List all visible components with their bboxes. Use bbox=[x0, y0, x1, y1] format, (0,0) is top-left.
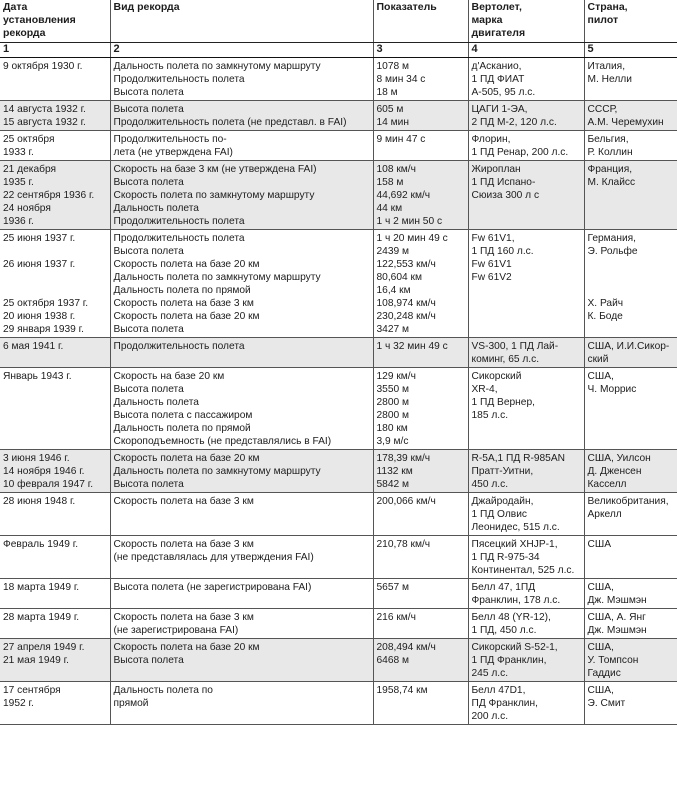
cell-line: Континентал, 525 л.с. bbox=[471, 565, 575, 576]
cell-helicopter-engine bbox=[468, 58, 584, 101]
cell-line bbox=[588, 258, 676, 271]
cell-line: Продолжительность полета bbox=[113, 341, 245, 352]
cell-helicopter-engine bbox=[468, 493, 584, 536]
cell-date bbox=[0, 101, 110, 131]
cell-line: Высота полета (не зарегистрирована FAI) bbox=[113, 582, 312, 593]
cell-line: Высота полета bbox=[113, 87, 184, 98]
cell-line: Германия, bbox=[587, 233, 636, 244]
cell-line: Продолжительность полета bbox=[113, 233, 245, 244]
cell-line: Скорость полета на базе 20 км bbox=[113, 453, 260, 464]
cell-line: 1933 г. bbox=[3, 147, 34, 158]
cell-line: Скорость полета на базе 3 км bbox=[113, 496, 254, 507]
cell-line: 25 июня 1937 г. bbox=[3, 233, 76, 244]
cell-line: 208,494 км/ч bbox=[376, 642, 436, 653]
cell-line: 21 мая 1949 г. bbox=[3, 655, 69, 666]
cell-line: прямой bbox=[113, 698, 149, 709]
header-text: Вертолет, bbox=[471, 1, 522, 13]
cell-date bbox=[0, 536, 110, 579]
cell-line: 180 км bbox=[376, 423, 408, 434]
cell-line: 1 ч 2 мин 50 с bbox=[376, 216, 443, 227]
cell-line: 3550 м bbox=[376, 384, 409, 395]
cell-line: 1935 г. bbox=[3, 177, 34, 188]
cell-line: Высота полета bbox=[113, 655, 184, 666]
cell-record-type bbox=[110, 639, 373, 682]
cell-record-type bbox=[110, 101, 373, 131]
cell-date bbox=[0, 682, 110, 725]
cell-line: Франция, bbox=[587, 164, 633, 175]
cell-line: Высота полета bbox=[113, 479, 184, 490]
table-header bbox=[0, 0, 677, 58]
cell-line: К. Боде bbox=[587, 311, 623, 322]
cell-record-type bbox=[110, 338, 373, 368]
cell-line: 178,39 км/ч bbox=[376, 453, 431, 464]
cell-line: Дальность полета по замкнутому маршруту bbox=[113, 272, 321, 283]
header-date bbox=[0, 0, 110, 43]
cell-line: А.М. Черемухин bbox=[587, 117, 664, 128]
cell-line: США, bbox=[587, 685, 614, 696]
cell-line: 21 декабря bbox=[3, 164, 57, 175]
cell-country-pilot bbox=[584, 368, 677, 450]
cell-line: Джайродайн, bbox=[471, 496, 534, 507]
cell-line: Сюиза 300 л с bbox=[471, 190, 540, 201]
cell-country-pilot bbox=[584, 58, 677, 101]
cell-line: Дальность полета по замкнутому маршруту bbox=[113, 466, 321, 477]
cell-line: Белл 47D1, bbox=[471, 685, 526, 696]
cell-line: Высота полета bbox=[113, 104, 184, 115]
cell-line: 20 июня 1938 г. bbox=[3, 311, 76, 322]
cell-helicopter-engine bbox=[468, 450, 584, 493]
cell-line: Скорость полета на базе 20 км bbox=[113, 642, 260, 653]
cell-helicopter-engine bbox=[468, 368, 584, 450]
column-number: 2 bbox=[110, 43, 373, 58]
cell-date bbox=[0, 161, 110, 230]
cell-line bbox=[3, 284, 108, 297]
cell-line: Дальность полета bbox=[113, 203, 199, 214]
cell-line: Продолжительность полета bbox=[113, 74, 245, 85]
cell-helicopter-engine bbox=[468, 682, 584, 725]
cell-line: 29 января 1939 г. bbox=[3, 324, 84, 335]
cell-helicopter-engine bbox=[468, 230, 584, 338]
cell-record-type bbox=[110, 230, 373, 338]
cell-record-type bbox=[110, 368, 373, 450]
cell-helicopter-engine bbox=[468, 609, 584, 639]
table-row bbox=[0, 609, 677, 639]
table-row bbox=[0, 58, 677, 101]
cell-value bbox=[373, 579, 468, 609]
cell-line: Скорость полета на базе 3 км bbox=[113, 612, 254, 623]
table-row bbox=[0, 579, 677, 609]
cell-line: 185 л.с. bbox=[471, 410, 509, 421]
cell-country-pilot bbox=[584, 338, 677, 368]
table-row bbox=[0, 131, 677, 161]
cell-line: Леонидес, 515 л.с. bbox=[471, 522, 560, 533]
cell-line: 15 августа 1932 г. bbox=[3, 117, 86, 128]
header-text: марка bbox=[471, 14, 503, 26]
cell-line: США, bbox=[587, 371, 614, 382]
cell-line: 3427 м bbox=[376, 324, 409, 335]
cell-country-pilot bbox=[584, 131, 677, 161]
header-value bbox=[373, 0, 468, 43]
cell-line: Продолжительность по- bbox=[113, 134, 227, 145]
column-number: 3 bbox=[373, 43, 468, 58]
cell-line: Дальность полета bbox=[113, 397, 199, 408]
cell-line: 1078 м bbox=[376, 61, 409, 72]
cell-country-pilot bbox=[584, 493, 677, 536]
cell-line: 210,78 км/ч bbox=[376, 539, 431, 550]
cell-line: 605 м bbox=[376, 104, 404, 115]
cell-line: (не зарегистрирована FAI) bbox=[113, 625, 239, 636]
cell-line: 1 ПД Ренар, 200 л.с. bbox=[471, 147, 569, 158]
cell-line: Великобритания, bbox=[587, 496, 669, 507]
cell-line: 450 л.с. bbox=[471, 479, 509, 490]
cell-line: Флорин, bbox=[471, 134, 511, 145]
cell-line: 1 ПД, 450 л.с. bbox=[471, 625, 537, 636]
cell-date bbox=[0, 493, 110, 536]
cell-line: 26 июня 1937 г. bbox=[3, 259, 76, 270]
cell-line: Сикорский S-52-1, bbox=[471, 642, 558, 653]
header-text: рекорда bbox=[3, 27, 46, 39]
cell-helicopter-engine bbox=[468, 131, 584, 161]
cell-line: 24 ноября bbox=[3, 203, 51, 214]
cell-record-type bbox=[110, 682, 373, 725]
header-text: Дата bbox=[3, 1, 28, 13]
cell-line: Продолжительность полета (не представл. в FAI) bbox=[113, 117, 347, 128]
cell-line: 1952 г. bbox=[3, 698, 34, 709]
cell-record-type bbox=[110, 579, 373, 609]
column-number: 5 bbox=[584, 43, 677, 58]
cell-line: Э. Смит bbox=[587, 698, 626, 709]
cell-date bbox=[0, 131, 110, 161]
cell-line: 1 ПД Олвис bbox=[471, 509, 527, 520]
cell-line: 10 февраля 1947 г. bbox=[3, 479, 94, 490]
cell-line: ский bbox=[587, 354, 609, 365]
cell-line: Гаддис bbox=[587, 668, 621, 679]
cell-line: 9 октября 1930 г. bbox=[3, 61, 83, 72]
cell-date bbox=[0, 230, 110, 338]
cell-country-pilot bbox=[584, 682, 677, 725]
cell-line: 14 мин bbox=[376, 117, 409, 128]
cell-line: 1 ПД Испано- bbox=[471, 177, 536, 188]
cell-country-pilot bbox=[584, 536, 677, 579]
header-record-type bbox=[110, 0, 373, 43]
cell-line: Высота полета bbox=[113, 177, 184, 188]
cell-line: 1132 км bbox=[376, 466, 413, 477]
cell-line: 122,553 км/ч bbox=[376, 259, 436, 270]
header-text: пилот bbox=[587, 14, 619, 26]
cell-line: Скорость полета на базе 20 км bbox=[113, 259, 260, 270]
cell-line: 200,066 км/ч bbox=[376, 496, 436, 507]
table-row bbox=[0, 493, 677, 536]
cell-line: 5842 м bbox=[376, 479, 409, 490]
cell-date bbox=[0, 368, 110, 450]
cell-value bbox=[373, 450, 468, 493]
cell-value bbox=[373, 101, 468, 131]
cell-line: 1 ПД R-975-34 bbox=[471, 552, 540, 563]
cell-line bbox=[3, 245, 108, 258]
cell-line: Скорость полета на базе 20 км bbox=[113, 311, 260, 322]
header-text: Страна, bbox=[587, 1, 628, 13]
cell-line: Э. Рольфе bbox=[587, 246, 638, 257]
cell-line: 25 октября bbox=[3, 134, 55, 145]
cell-line: Дальность полета по bbox=[113, 685, 213, 696]
cell-line: 158 м bbox=[376, 177, 404, 188]
cell-helicopter-engine bbox=[468, 338, 584, 368]
cell-line bbox=[588, 284, 676, 297]
column-number-row bbox=[0, 43, 677, 58]
cell-line: Продолжительность полета bbox=[113, 216, 245, 227]
cell-line: Дальность полета по прямой bbox=[113, 423, 251, 434]
cell-line: лета (не утверждена FAI) bbox=[113, 147, 233, 158]
cell-line: Аркелл bbox=[587, 509, 622, 520]
cell-value bbox=[373, 230, 468, 338]
cell-line: 245 л.с. bbox=[471, 668, 509, 679]
cell-line: 14 ноября 1946 г. bbox=[3, 466, 85, 477]
cell-line: 27 апреля 1949 г. bbox=[3, 642, 85, 653]
cell-line: 6468 м bbox=[376, 655, 409, 666]
cell-line: 1958,74 км bbox=[376, 685, 428, 696]
cell-value bbox=[373, 536, 468, 579]
cell-line: Белл 47, 1ПД bbox=[471, 582, 536, 593]
cell-value bbox=[373, 161, 468, 230]
cell-line: 2800 м bbox=[376, 397, 409, 408]
cell-line: Касселл bbox=[587, 479, 627, 490]
cell-record-type bbox=[110, 131, 373, 161]
cell-line: Франклин, 178 л.с. bbox=[471, 595, 561, 606]
cell-line: Высота полета bbox=[113, 246, 184, 257]
cell-line: 6 мая 1941 г. bbox=[3, 341, 64, 352]
cell-line: ПД Франклин, bbox=[471, 698, 538, 709]
header-country-pilot bbox=[584, 0, 677, 43]
cell-record-type bbox=[110, 536, 373, 579]
cell-line: Жироплан bbox=[471, 164, 521, 175]
cell-line: Скорость полета на базе 3 км bbox=[113, 298, 254, 309]
cell-date bbox=[0, 609, 110, 639]
cell-line: 108,974 км/ч bbox=[376, 298, 436, 309]
cell-country-pilot bbox=[584, 230, 677, 338]
table-row bbox=[0, 101, 677, 131]
cell-line: США, И.И.Сикор- bbox=[587, 341, 670, 352]
cell-line: 18 марта 1949 г. bbox=[3, 582, 80, 593]
cell-line: 1936 г. bbox=[3, 216, 34, 227]
cell-line: Дальность полета по замкнутому маршруту bbox=[113, 61, 321, 72]
cell-country-pilot bbox=[584, 101, 677, 131]
cell-line: Х. Райч bbox=[587, 298, 624, 309]
cell-line: СССР, bbox=[587, 104, 618, 115]
cell-line: 129 км/ч bbox=[376, 371, 416, 382]
cell-line: США, bbox=[587, 642, 614, 653]
cell-line: Fw 61V1, bbox=[471, 233, 515, 244]
cell-line: Скорость на базе 20 км bbox=[113, 371, 225, 382]
cell-value bbox=[373, 682, 468, 725]
cell-country-pilot bbox=[584, 161, 677, 230]
cell-line: Январь 1943 г. bbox=[3, 371, 72, 382]
cell-line: 2 ПД М-2, 120 л.с. bbox=[471, 117, 557, 128]
cell-value bbox=[373, 639, 468, 682]
cell-date bbox=[0, 338, 110, 368]
cell-date bbox=[0, 450, 110, 493]
cell-country-pilot bbox=[584, 609, 677, 639]
cell-line: 1 ПД Франклин, bbox=[471, 655, 547, 666]
cell-line: (не представлялась для утверждения FAI) bbox=[113, 552, 314, 563]
table-row bbox=[0, 230, 677, 338]
table-body bbox=[0, 58, 677, 725]
cell-date bbox=[0, 639, 110, 682]
cell-line: 3 июня 1946 г. bbox=[3, 453, 70, 464]
cell-line: 5657 м bbox=[376, 582, 409, 593]
cell-value bbox=[373, 131, 468, 161]
column-number: 4 bbox=[468, 43, 584, 58]
cell-country-pilot bbox=[584, 579, 677, 609]
cell-line: 1 ПД 160 л.с. bbox=[471, 246, 534, 257]
table-row bbox=[0, 368, 677, 450]
cell-record-type bbox=[110, 161, 373, 230]
cell-line: Дж. Мэшмэн bbox=[587, 595, 647, 606]
cell-line: 28 июня 1948 г. bbox=[3, 496, 76, 507]
cell-line: 1 ч 32 мин 49 с bbox=[376, 341, 448, 352]
cell-line: США bbox=[587, 539, 611, 550]
cell-line: 14 августа 1932 г. bbox=[3, 104, 86, 115]
table-row bbox=[0, 161, 677, 230]
cell-line: США, bbox=[587, 582, 614, 593]
cell-line: Ч. Моррис bbox=[587, 384, 637, 395]
cell-line: Скорость полета по замкнутому маршруту bbox=[113, 190, 315, 201]
cell-line: Скороподъемность (не представлялись в FAI) bbox=[113, 436, 332, 447]
cell-value bbox=[373, 493, 468, 536]
cell-line: 1 ПД Вернер, bbox=[471, 397, 535, 408]
cell-country-pilot bbox=[584, 450, 677, 493]
cell-line: Скорость полета на базе 3 км bbox=[113, 539, 254, 550]
table-row bbox=[0, 639, 677, 682]
cell-line: 200 л.с. bbox=[471, 711, 509, 722]
cell-line: США, Уилсон bbox=[587, 453, 651, 464]
cell-line: 17 сентября bbox=[3, 685, 61, 696]
header-text: двигателя bbox=[471, 27, 526, 39]
cell-line: Пясецкий ХНJР-1, bbox=[471, 539, 558, 550]
cell-value bbox=[373, 338, 468, 368]
cell-line: 216 км/ч bbox=[376, 612, 416, 623]
cell-line: 1 ч 20 мин 49 с bbox=[376, 233, 448, 244]
cell-value bbox=[373, 609, 468, 639]
cell-record-type bbox=[110, 450, 373, 493]
cell-country-pilot bbox=[584, 639, 677, 682]
cell-line bbox=[588, 271, 676, 284]
cell-line: 80,604 км bbox=[376, 272, 422, 283]
header-row bbox=[0, 0, 677, 43]
cell-line: 8 мин 34 с bbox=[376, 74, 426, 85]
cell-line: Скорость на базе 3 км (не утверждена FAI) bbox=[113, 164, 317, 175]
cell-line bbox=[3, 271, 108, 284]
header-text: установления bbox=[3, 14, 76, 26]
cell-line: Февраль 1949 г. bbox=[3, 539, 79, 550]
cell-line: М. Клайсс bbox=[587, 177, 636, 188]
header-text: Показатель bbox=[376, 1, 437, 13]
cell-line: Белл 48 (YR-12), bbox=[471, 612, 551, 623]
cell-line: США, А. Янг bbox=[587, 612, 646, 623]
table-row bbox=[0, 536, 677, 579]
cell-line: 2439 м bbox=[376, 246, 409, 257]
column-number: 1 bbox=[0, 43, 110, 58]
cell-line: ЦАГИ 1-ЭА, bbox=[471, 104, 528, 115]
cell-line: Высота полета bbox=[113, 384, 184, 395]
cell-value bbox=[373, 58, 468, 101]
cell-line: XR-4, bbox=[471, 384, 498, 395]
cell-line: Д. Дженсен bbox=[587, 466, 642, 477]
cell-line: Сикорский bbox=[471, 371, 522, 382]
cell-line: Бельгия, bbox=[587, 134, 629, 145]
header-helicopter-engine bbox=[468, 0, 584, 43]
cell-line: Италия, bbox=[587, 61, 626, 72]
cell-line: Дж. Мэшмэн bbox=[587, 625, 647, 636]
cell-helicopter-engine bbox=[468, 161, 584, 230]
cell-line: 28 марта 1949 г. bbox=[3, 612, 80, 623]
cell-line: Fw 61V2 bbox=[471, 272, 512, 283]
table-row bbox=[0, 450, 677, 493]
cell-helicopter-engine bbox=[468, 536, 584, 579]
cell-line: 44,692 км/ч bbox=[376, 190, 431, 201]
cell-record-type bbox=[110, 493, 373, 536]
cell-line: R-5A,1 ПД R-985AN bbox=[471, 453, 565, 464]
table-row bbox=[0, 682, 677, 725]
cell-line: 2800 м bbox=[376, 410, 409, 421]
cell-line: М. Нелли bbox=[587, 74, 632, 85]
cell-line: д'Асканио, bbox=[471, 61, 522, 72]
cell-line: 108 км/ч bbox=[376, 164, 416, 175]
cell-line: Fw 61V1 bbox=[471, 259, 512, 270]
cell-line: У. Томпсон bbox=[587, 655, 639, 666]
cell-line: Дальность полета по прямой bbox=[113, 285, 251, 296]
cell-line: 25 октября 1937 г. bbox=[3, 298, 89, 309]
cell-line: Р. Коллин bbox=[587, 147, 633, 158]
cell-line: коминг, 65 л.с. bbox=[471, 354, 540, 365]
cell-line: Высота полета с пассажиром bbox=[113, 410, 253, 421]
cell-value bbox=[373, 368, 468, 450]
cell-line: 230,248 км/ч bbox=[376, 311, 436, 322]
cell-line: Высота полета bbox=[113, 324, 184, 335]
cell-line: 1 ПД ФИАТ bbox=[471, 74, 525, 85]
cell-line: 3,9 м/с bbox=[376, 436, 409, 447]
table-row bbox=[0, 338, 677, 368]
cell-line: 18 м bbox=[376, 87, 398, 98]
cell-helicopter-engine bbox=[468, 101, 584, 131]
cell-line: 44 км bbox=[376, 203, 403, 214]
cell-record-type bbox=[110, 609, 373, 639]
cell-helicopter-engine bbox=[468, 579, 584, 609]
cell-line: А-505, 95 л.с. bbox=[471, 87, 536, 98]
cell-line: Пратт-Уитни, bbox=[471, 466, 534, 477]
cell-line: VS-300, 1 ПД Лай- bbox=[471, 341, 559, 352]
cell-record-type bbox=[110, 58, 373, 101]
cell-line: 16,4 км bbox=[376, 285, 411, 296]
cell-date bbox=[0, 579, 110, 609]
cell-date bbox=[0, 58, 110, 101]
cell-line: 22 сентября 1936 г. bbox=[3, 190, 95, 201]
header-text: Вид рекорда bbox=[113, 1, 180, 13]
cell-helicopter-engine bbox=[468, 639, 584, 682]
cell-line: 9 мин 47 с bbox=[376, 134, 426, 145]
